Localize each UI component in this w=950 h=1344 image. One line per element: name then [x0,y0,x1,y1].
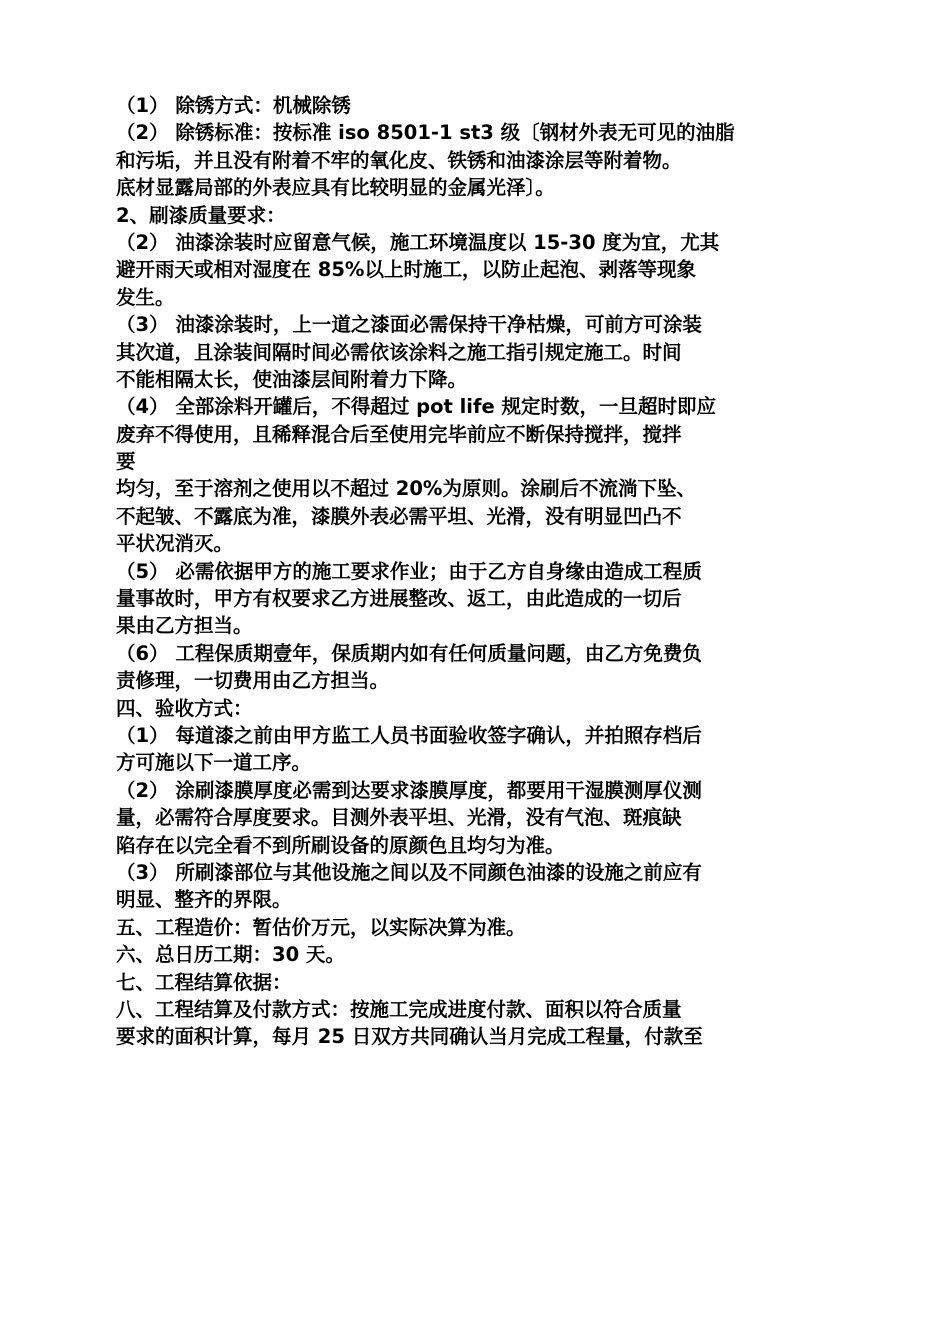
text-line: 果由乙方担当。 [116,614,253,638]
section-heading: 八、工程结算及付款方式：按施工完成进度付款、面积以符合质量 [116,997,682,1021]
section-heading: 四、验收方式： [116,696,253,720]
text-line: 要 [116,450,136,474]
text-line: （4） 全部涂料开罐后，不得超过 pot life 规定时数，一旦超时即应 [116,395,716,419]
text-line: 明显、整齐的界限。 [116,888,292,912]
text-line: （3） 所刷漆部位与其他设施之间以及不同颜色油漆的设施之前应有 [116,860,702,884]
section-heading: 六、总日历工期：30 天。 [116,943,345,967]
text-line: 废弃不得使用，且稀释混合后至使用完毕前应不断保持搅拌，搅拌 [116,422,682,446]
text-line: 量事故时，甲方有权要求乙方进展整改、返工，由此造成的一切后 [116,587,682,611]
section-heading: 2、刷漆质量要求： [116,203,286,227]
text-line: （2） 油漆涂装时应留意气候，施工环境温度以 15-30 度为宜，尤其 [116,230,720,254]
section-heading: 七、工程结算依据： [116,970,292,994]
text-line: 均匀，至于溶剂之使用以不超过 20%为原则。涂刷后不流淌下坠、 [116,477,696,501]
text-line: 不能相隔太长，使油漆层间附着力下降。 [116,367,468,391]
text-line: （6） 工程保质期壹年，保质期内如有任何质量问题，由乙方免费负 [116,641,702,665]
text-line: 要求的面积计算，每月 25 日双方共同确认当月完成工程量，付款至 [116,1025,703,1049]
text-line: （1） 除锈方式：机械除锈 [116,94,351,117]
text-line: 不起皱、不露底为准，漆膜外表必需平坦、光滑，没有明显凹凸不 [116,504,682,528]
section-heading: 五、工程造价：暂估价万元，以实际决算为准。 [116,915,526,939]
text-line: （2） 除锈标准：按标准 iso 8501-1 st3 级〔钢材外表无可见的油脂 [116,121,735,145]
text-line: 和污垢，并且没有附着不牢的氧化皮、铁锈和油漆涂层等附着物。 [116,148,682,172]
text-line: 量，必需符合厚度要求。目测外表平坦、光滑，没有气泡、斑痕缺 [116,806,682,830]
text-line: （5） 必需依据甲方的施工要求作业；由于乙方自身缘由造成工程质 [116,559,702,583]
text-line: （3） 油漆涂装时，上一道之漆面必需保持干净枯燥，可前方可涂装 [116,313,702,337]
text-line: 其次道，且涂装间隔时间必需依该涂料之施工指引规定施工。时间 [116,340,682,364]
text-line: 陷存在以完全看不到所刷设备的原颜色且均匀为准。 [116,833,565,857]
text-line: （2） 涂刷漆膜厚度必需到达要求漆膜厚度，都要用干湿膜测厚仪测 [116,778,702,802]
text-line: 方可施以下一道工序。 [116,751,312,775]
text-line: （1） 每道漆之前由甲方监工人员书面验收签字确认，并拍照存档后 [116,723,702,747]
text-line: 底材显露局部的外表应具有比较明显的金属光泽〕。 [116,176,555,200]
text-line: 责修理，一切费用由乙方担当。 [116,669,390,693]
text-line: 平状况消灭。 [116,532,234,556]
document-body [116,92,836,1051]
text-line: 避开雨天或相对湿度在 85%以上时施工，以防止起泡、剥落等现象 [116,258,696,282]
text-line: 发生。 [116,285,175,309]
